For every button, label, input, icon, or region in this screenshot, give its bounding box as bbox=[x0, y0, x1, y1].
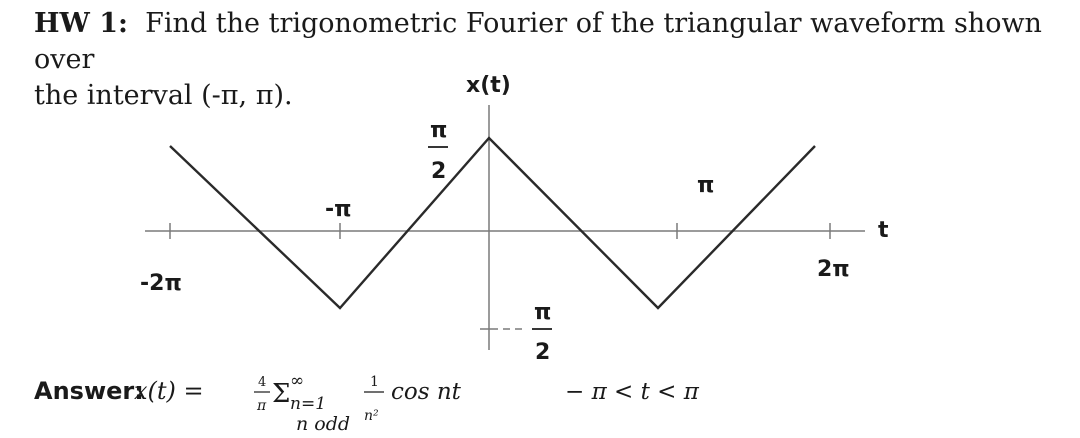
frac-numerator: 1 bbox=[370, 374, 379, 390]
sum-condition: n odd bbox=[296, 413, 351, 435]
problem-label: HW 1: bbox=[34, 8, 128, 39]
trough-label-denominator: 2 bbox=[535, 340, 551, 365]
y-axis-label: x(t) bbox=[466, 73, 511, 98]
tick-label-2pi: 2π bbox=[817, 257, 850, 282]
answer-label: Answer: bbox=[34, 377, 144, 405]
cosine-term: cos nt bbox=[391, 379, 461, 405]
tick-label-neg2pi: -2π bbox=[140, 271, 182, 296]
interval-range: − π < t < π bbox=[565, 379, 699, 405]
coef-numerator: 4 bbox=[258, 375, 267, 390]
answer-lhs: x(t) = bbox=[134, 377, 204, 405]
x-axis-label: t bbox=[878, 218, 889, 243]
frac-denominator: n² bbox=[364, 408, 379, 424]
trough-label-numerator: π bbox=[534, 300, 552, 325]
tick-label-negpi: -π bbox=[325, 197, 352, 222]
peak-label-numerator: π bbox=[430, 118, 448, 143]
summation-sign: Σ bbox=[272, 379, 291, 409]
sum-upper-limit: ∞ bbox=[290, 371, 305, 391]
tick-label-pi: π bbox=[697, 173, 715, 198]
sum-lower-limit: n=1 bbox=[290, 394, 327, 414]
problem-text-2: the interval (-π, π). bbox=[34, 80, 293, 111]
peak-label-denominator: 2 bbox=[431, 159, 447, 184]
problem-text-1: Find the trigonometric Fourier of the triangular waveform shown over bbox=[34, 8, 1042, 75]
coef-denominator: π bbox=[257, 398, 267, 414]
triangular-waveform bbox=[170, 138, 815, 308]
